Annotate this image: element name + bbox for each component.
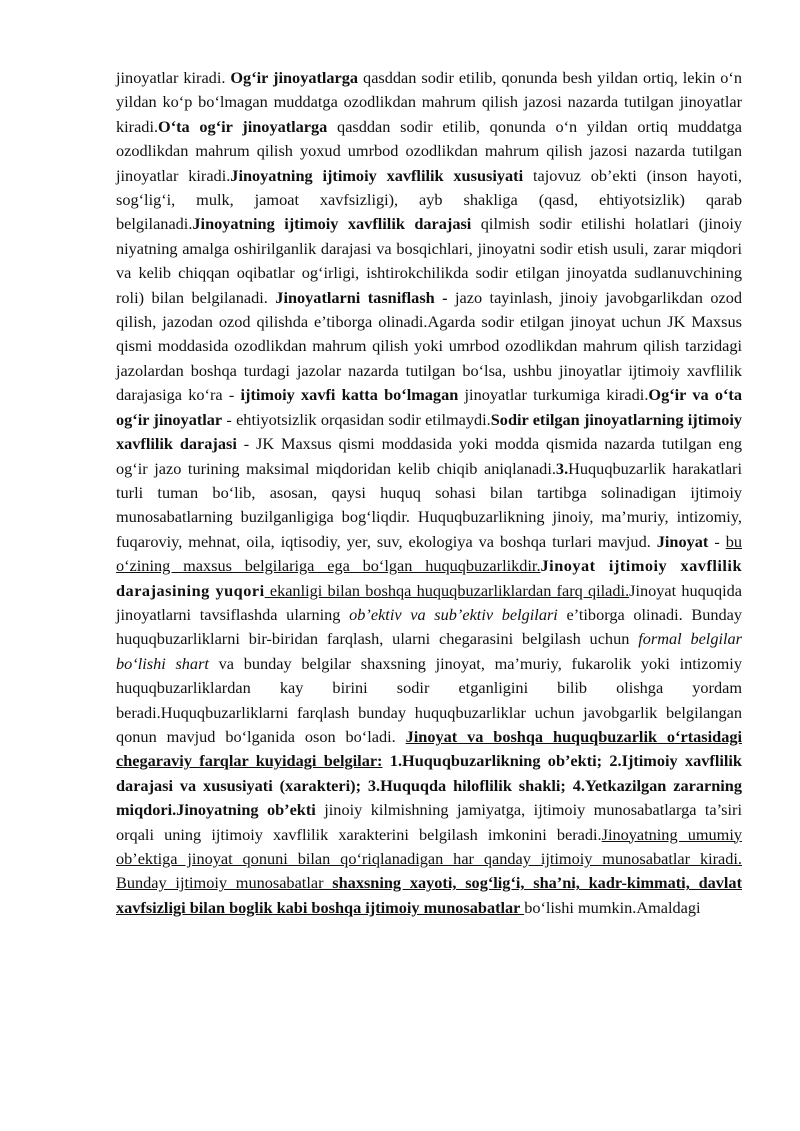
- term-classification: Jinoyatlarni tasniflash -: [275, 287, 448, 307]
- underlined-definition: bu o‘zining maxsus belgilariga ega bo‘lgan huquqbuzarlikdir.: [116, 531, 742, 576]
- text-run: [382, 751, 389, 770]
- term-committed-crimes-danger: Sodir etilgan jinoyatlarning ijtimoiy xavflilik darajasi: [116, 409, 743, 454]
- text-run: - JK Maxsus qismi moddasida yoki modda qismida nazarda tutilgan eng og‘ir jazo turining maksimal miqdoridan kelib chiqib aniqlanadi.: [116, 434, 742, 478]
- document-page: [116, 66, 742, 920]
- term-danger-degree: Jinoyatning ijtimoiy xavflilik darajasi: [192, 214, 472, 234]
- term-danger-character: Jinoyatning ijtimoiy xavflilik xususiyati: [230, 165, 524, 185]
- text-run: va bunday belgilar shaxsning jinoyat, ma’muriy, fukarolik yoki intizomiy huquqbuzarliklardan kay birini sodir etganligini bilib olishga yordam beradi.Huquqbuzarliklarni farqlash bunday huquqbuzarliklar uchun javobgarlik belgilangan qonun mavjud bo‘lganida oson bo‘ladi.: [116, 653, 742, 746]
- heading-boundary-differences: Jinoyat va boshqa huquqbuzarlik o‘rtasidagi chegaraviy farqlar kuyidagi belgilar:: [116, 726, 743, 771]
- text-run: qasddan sodir etilib, qonunda besh yildan ortiq, lekin o‘n yildan ko‘p bo‘lmagan muddatga ozodlikdan mahrum qilish jazosi nazarda tutilgan jinoyatlar kiradi.: [116, 68, 742, 136]
- text-run: -: [708, 531, 726, 551]
- text-run: e’tiborga olinadi. Bunday huquqbuzarliklarni bir-biridan farqlash, ularni chegarasini belgilash uchun: [116, 604, 743, 649]
- text-run: bo‘lishi mumkin.Amaldagi: [524, 897, 701, 917]
- text-run: jinoiy kilmishning jamiyatga, ijtimoiy munosabatlarga ta’siri orqali uning ijtimoiy xavflilik xarakterini belgilash imkonini beradi.: [116, 800, 742, 844]
- document-body-text: [116, 66, 742, 920]
- text-run: tajovuz ob’ekti (inson hayoti, sog‘lig‘i, mulk, jamoat xavfsizligi), ayb shakliga (qasd, ehtiyotsizlik) qarab belgilanadi.: [116, 165, 742, 234]
- text-run: Jinoyat huquqida jinoyatlarni tavsiflashda ularning: [116, 580, 742, 624]
- underlined-general-object: Jinoyatning umumiy ob’ektiga jinoyat qonuni bilan qo‘riqlanadigan har qanday ijtimoiy munosabatlar kiradi. Bunday ijtimoiy munosabatlar: [116, 824, 742, 893]
- term-crime: Jinoyat: [656, 531, 709, 551]
- term-object-of-crime: Jinoyatning ob’ekti: [176, 800, 316, 820]
- term-formal-signs: formal belgilar bo‘lishi shart: [116, 629, 742, 673]
- text-run: jinoyatlar turkumiga kiradi.: [458, 385, 649, 405]
- underlined-social-relations: shaxsning xayoti, sog‘lig‘i, sha’ni, kadr-kimmati, davlat xavfsizligi bilan boglik kabi boshqa ijtimoiy munosabatlar: [116, 873, 742, 917]
- text-run: - ehtiyotsizlik orqasidan sodir etilmaydi.: [222, 409, 491, 429]
- text-run: jazo tayinlash, jinoiy javobgarlikdan ozod qilish, jazodan ozod qilishda e’tiborga olinadi.Agarda sodir etilgan jinoyat uchun JK Maxsus qismi moddasida ozodlikdan mahrum qilish yoki umrbod ozodlikdan mahrum qilish tarzidagi jazolardan boshqa turdagi jazolar nazarda tutilgan bo‘lsa, ushbu jinoyatlar ijtimoiy xavflilik darajasiga ko‘ra -: [116, 287, 742, 405]
- term-especially-heavy-crimes: O‘ta og‘ir jinoyatlarga: [158, 116, 328, 136]
- list-differences: 1.Huquqbuzarlikning ob’ekti; 2.Ijtimoiy xavflilik darajasi va xususiyati (xarakteri); 3.Huquqda hiloflilik shakli; 4.Yetkazilgan zararning miqdori.: [116, 751, 742, 820]
- text-run: qilmish sodir etilishi holatlari (jinoiy niyatning amalga oshirilganlik darajasi va bosqichlari, jinoyatni sodir etish usuli, zarar miqdori va kelib chiqqan oqibatlar og‘irligi, ishtirokchilikda sodir etilgan jinoyatda sudlanuvchining roli) bilan belgilanadi.: [116, 214, 742, 307]
- underlined-definition-end: ekanligi bilan boshqa huquqbuzarliklardan farq qiladi.: [264, 580, 630, 600]
- term-heavy-crimes: Og‘ir jinoyatlarga: [230, 68, 359, 87]
- text-run: Huquqbuzarlik harakatlari turli tuman bo‘lib, asosan, qaysi huquq sohasi bilan tartibga solinadigan ijtimoiy munosabatlarning buzilganligiga bog‘liqdir. Huquqbuzarlikning jinoiy, ma’muriy, intizomiy, fuqaroviy, mehnat, oila, iqtisodiy, yer, suv, ekologiya va boshqa turlari mavjud.: [116, 458, 742, 551]
- section-number-3: 3.: [555, 458, 569, 478]
- term-low-danger: ijtimoiy xavfi katta bo‘lmagan: [240, 385, 459, 405]
- term-heavy-and-especially-heavy: Og‘ir va o‘ta og‘ir jinoyatlar: [116, 385, 742, 429]
- text-run: qasddan sodir etilib, qonunda o‘n yildan ortiq muddatga ozodlikdan mahrum qilish yoxud umrbod ozodlikdan mahrum qilish jazosi nazarda tutilgan jinoyatlar kiradi.: [116, 116, 742, 185]
- term-objective-subjective: ob’ektiv va sub’ektiv belgilari: [349, 604, 558, 624]
- text-run: jinoyatlar kiradi.: [116, 68, 231, 87]
- term-high-danger: Jinoyat ijtimoiy xavflilik darajasining yuqori: [116, 556, 743, 600]
